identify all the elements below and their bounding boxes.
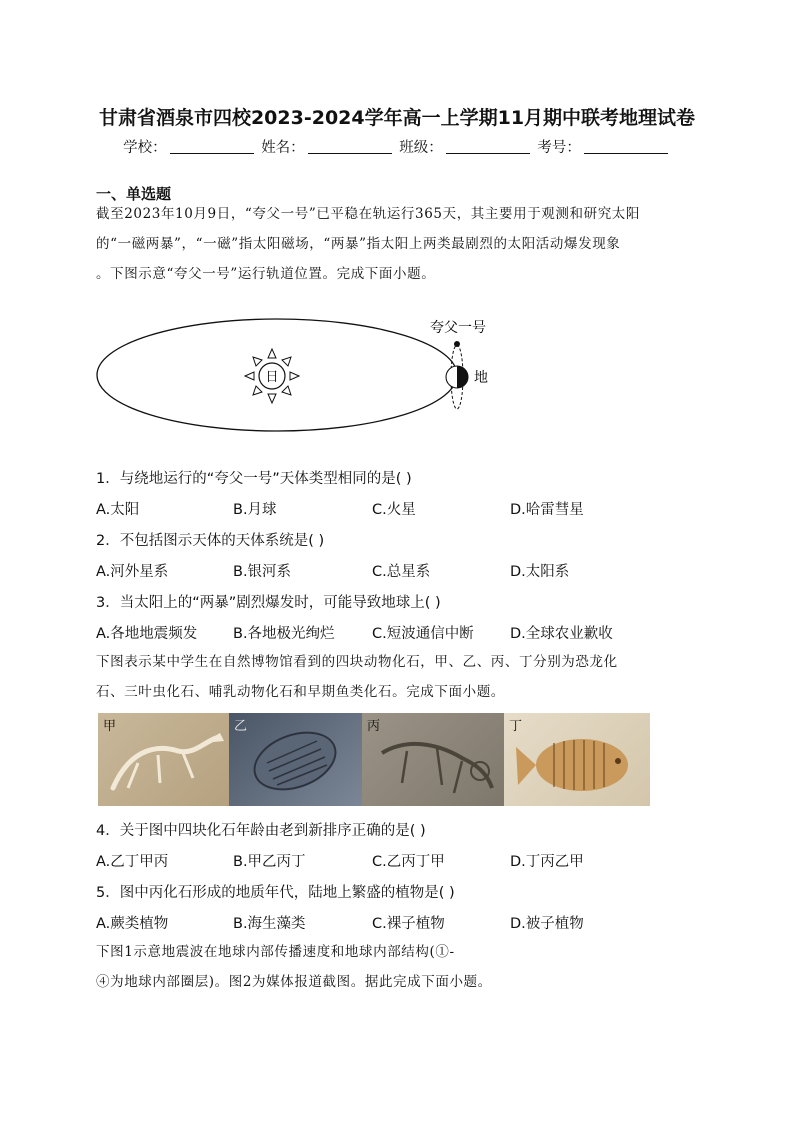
name-label: 姓名： (261, 140, 305, 156)
passage-3-line: 下图1示意地震波在地球内部传播速度和地球内部结构(①- (96, 944, 455, 960)
passage-1 (96, 199, 698, 289)
question-4-option-b[interactable]: B.甲乙丙丁 (233, 854, 306, 870)
question-1-option-a[interactable]: A.太阳 (96, 502, 140, 518)
passage-3-line: ④为地球内部圈层)。图2为媒体报道截图。据此完成下面小题。 (96, 974, 492, 990)
fossil-image-bing (362, 713, 504, 806)
question-2-option-d[interactable]: D.太阳系 (510, 564, 570, 580)
dinosaur-fossil-icon (98, 713, 229, 806)
section-heading: 一、单选题 (96, 185, 172, 203)
orbit-diagram (96, 305, 516, 455)
question-5-stem: 5．图中丙化石形成的地质年代，陆地上繁盛的植物是( ) (96, 885, 455, 901)
question-2-option-a[interactable]: A.河外星系 (96, 564, 169, 580)
passage-1-line: 。下图示意“夸父一号”运行轨道位置。完成下面小题。 (96, 266, 436, 282)
passage-2-line: 下图表示某中学生在自然博物馆看到的四块动物化石，甲、乙、丙、丁分别为恐龙化 (96, 654, 618, 670)
question-5-option-a[interactable]: A.蕨类植物 (96, 916, 169, 932)
student-info-line (0, 136, 794, 157)
fossil-label-yi: 乙 (234, 719, 248, 734)
question-3-option-a[interactable]: A.各地地震频发 (96, 626, 198, 642)
question-4-option-d[interactable]: D.丁丙乙甲 (510, 854, 584, 870)
fossil-label-jia: 甲 (103, 719, 117, 734)
earth-label: 地 (474, 370, 488, 386)
fossil-label-ding: 丁 (509, 719, 523, 734)
school-label: 学校： (123, 140, 167, 156)
question-1-stem: 1．与绕地运行的“夸父一号”天体类型相同的是( ) (96, 471, 412, 487)
fossil-image-jia (98, 713, 229, 806)
earth-icon (446, 366, 468, 388)
class-field[interactable] (446, 140, 530, 154)
question-3-stem: 3．当太阳上的“两暴”剧烈爆发时，可能导致地球上( ) (96, 595, 441, 611)
question-3-option-b[interactable]: B.各地极光绚烂 (233, 626, 335, 642)
question-4-stem: 4．关于图中四块化石年龄由老到新排序正确的是( ) (96, 823, 426, 839)
question-2-stem: 2．不包括图示天体的天体系统是( ) (96, 533, 325, 549)
fossil-label-bing: 丙 (367, 719, 381, 734)
question-4-option-c[interactable]: C.乙丙丁甲 (372, 854, 445, 870)
question-3-option-d[interactable]: D.全球农业歉收 (510, 626, 613, 642)
passage-2 (96, 647, 698, 707)
question-1-option-b[interactable]: B.月球 (233, 502, 277, 518)
fish-fossil-icon (504, 713, 650, 806)
question-4-option-a[interactable]: A.乙丁甲丙 (96, 854, 169, 870)
mammal-fossil-icon (362, 713, 504, 806)
question-5-option-d[interactable]: D.被子植物 (510, 916, 584, 932)
question-3-option-c[interactable]: C.短波通信中断 (372, 626, 474, 642)
fossil-image-ding (504, 713, 650, 806)
passage-3 (96, 937, 698, 997)
question-2-option-b[interactable]: B.银河系 (233, 564, 292, 580)
page-title: 甘肃省酒泉市四校2023-2024学年高一上学期11月期中联考地理试卷 (98, 107, 696, 129)
exam-number-field[interactable] (584, 140, 668, 154)
question-5-option-c[interactable]: C.裸子植物 (372, 916, 445, 932)
passage-1-line: 的“一磁两暴”，“一磁”指太阳磁场，“两暴”指太阳上两类最剧烈的太阳活动爆发现象 (96, 236, 621, 252)
satellite-label: 夸父一号 (430, 320, 486, 336)
exam-number-label: 考号： (537, 140, 581, 156)
satellite-icon (454, 341, 460, 347)
fossil-image-yi (229, 713, 362, 806)
question-1-option-d[interactable]: D.哈雷彗星 (510, 502, 584, 518)
question-2-option-c[interactable]: C.总星系 (372, 564, 431, 580)
school-field[interactable] (170, 140, 254, 154)
trilobite-fossil-icon (229, 713, 362, 806)
name-field[interactable] (308, 140, 392, 154)
passage-2-line: 石、三叶虫化石、哺乳动物化石和早期鱼类化石。完成下面小题。 (96, 684, 505, 700)
class-label: 班级： (399, 140, 443, 156)
passage-1-line: 截至2023年10月9日，“夸父一号”已平稳在轨运行365天，其主要用于观测和研究太阳 (96, 206, 640, 222)
question-1-option-c[interactable]: C.火星 (372, 502, 416, 518)
sun-label: 日 (265, 370, 279, 385)
question-5-option-b[interactable]: B.海生藻类 (233, 916, 306, 932)
